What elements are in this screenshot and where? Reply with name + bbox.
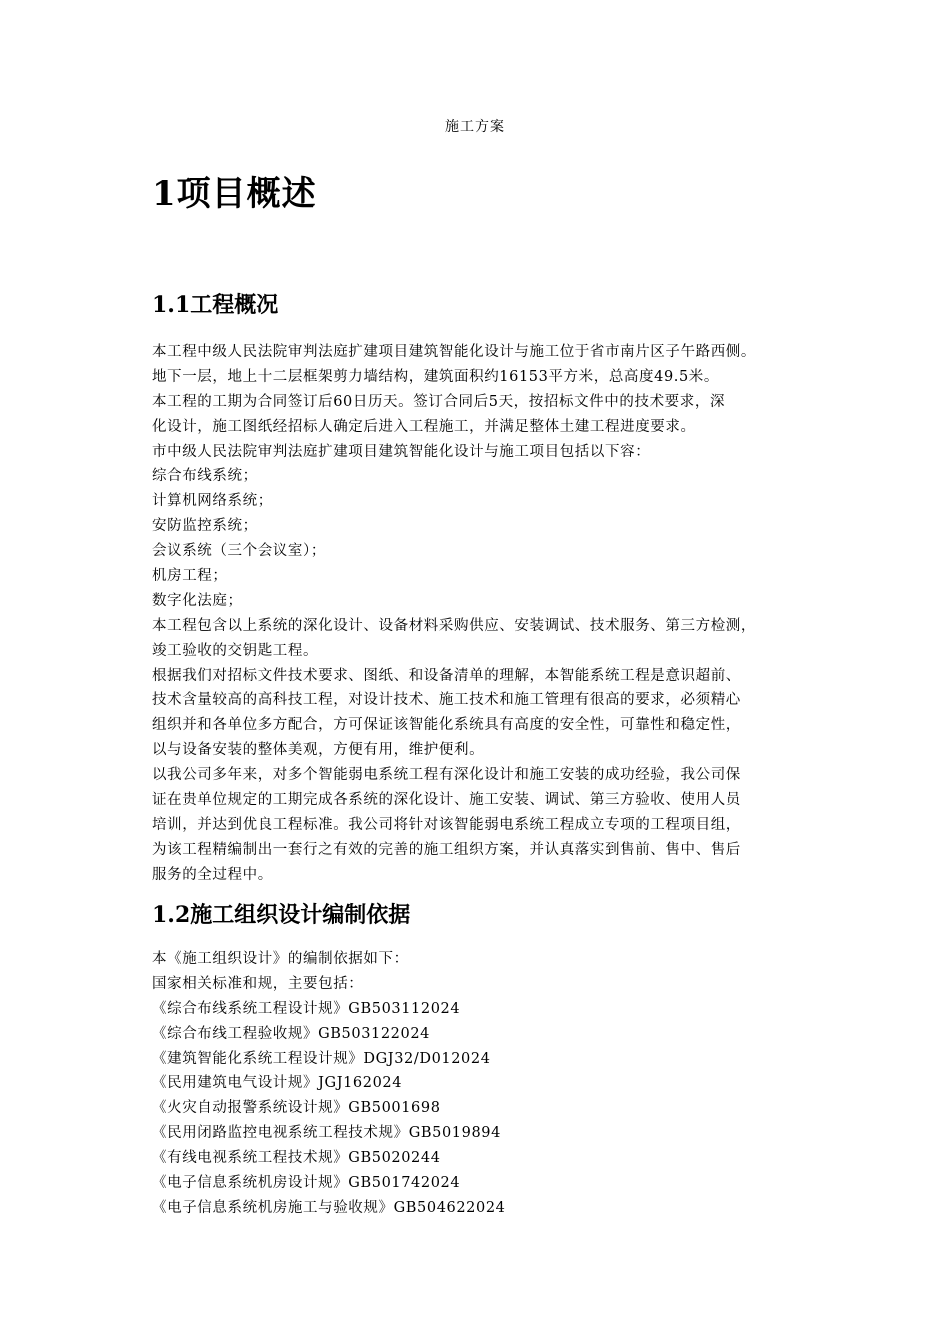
body-line: 以我公司多年来，对多个智能弱电系统工程有深化设计和施工安装的成功经验，我公司保 xyxy=(152,767,741,784)
body-line: 地下一层，地上十二层框架剪力墙结构，建筑面积约16153平方米，总高度49.5米。 xyxy=(152,368,720,385)
standard-item: 《火灾自动报警系统设计规》GB5001698 xyxy=(152,1100,441,1117)
list-item: 安防监控系统； xyxy=(152,518,258,535)
standard-item: 《综合布线工程验收规》GB503122024 xyxy=(152,1025,430,1042)
body-line: 技术含量较高的高科技工程，对设计技术、施工技术和施工管理有很高的要求，必须精心 xyxy=(152,692,741,709)
running-header: 施工方案 xyxy=(445,119,505,135)
body-line: 根据我们对招标文件技术要求、图纸、和设备清单的理解，本智能系统工程是意识超前、 xyxy=(152,667,741,684)
body-line: 组织并和各单位多方配合，方可保证该智能化系统具有高度的安全性，可靠性和稳定性， xyxy=(152,717,741,734)
standard-item: 《民用建筑电气设计规》JGJ162024 xyxy=(152,1075,403,1092)
standard-item: 《综合布线系统工程设计规》GB503112024 xyxy=(152,1000,461,1017)
list-item: 综合布线系统； xyxy=(152,468,258,485)
body-line: 证在贵单位规定的工期完成各系统的深化设计、施工安装、调试、第三方验收、使用人员 xyxy=(152,792,741,809)
chapter-heading: 1项目概述 xyxy=(152,174,317,214)
list-item: 机房工程； xyxy=(152,568,228,585)
body-line: 化设计，施工图纸经招标人确定后进入工程施工，并满足整体土建工程进度要求。 xyxy=(152,418,696,435)
body-line: 为该工程精编制出一套行之有效的完善的施工组织方案，并认真落实到售前、售中、售后 xyxy=(152,841,741,858)
body-line: 培训，并达到优良工程标准。我公司将针对该智能弱电系统工程成立专项的工程项目组， xyxy=(152,816,741,833)
list-item: 会议系统（三个会议室）； xyxy=(152,543,326,560)
section-heading-1-1: 1.1工程概况 xyxy=(152,292,279,318)
standard-item: 《电子信息系统机房施工与验收规》GB504622024 xyxy=(152,1199,506,1216)
section-1-1-body xyxy=(152,340,832,888)
standard-item: 《电子信息系统机房设计规》GB501742024 xyxy=(152,1175,461,1192)
body-line: 本工程的工期为合同签订后60日历天。签订合同后5天，按招标文件中的技术要求，深 xyxy=(152,393,726,410)
body-line: 以与设备安装的整体美观，方便有用，维护便利。 xyxy=(152,742,485,759)
list-item: 数字化法庭； xyxy=(152,592,243,609)
body-line: 本工程包含以上系统的深化设计、设备材料采购供应、安装调试、技术服务、第三方检测， xyxy=(152,617,756,634)
body-line: 国家相关标准和规，主要包括： xyxy=(152,975,364,992)
section-heading-1-2: 1.2施工组织设计编制依据 xyxy=(152,902,411,928)
list-item: 计算机网络系统； xyxy=(152,493,273,510)
body-line: 本《施工组织设计》的编制依据如下： xyxy=(152,951,409,967)
standard-item: 《建筑智能化系统工程设计规》DGJ32/D012024 xyxy=(152,1050,491,1067)
standard-item: 《民用闭路监控电视系统工程技术规》GB5019894 xyxy=(152,1125,501,1142)
body-line: 竣工验收的交钥匙工程。 xyxy=(152,642,319,659)
body-line: 服务的全过程中。 xyxy=(152,866,273,883)
standard-item: 《有线电视系统工程技术规》GB5020244 xyxy=(152,1150,441,1167)
section-1-2-body xyxy=(152,947,832,1221)
body-line: 市中级人民法院审判法庭扩建项目建筑智能化设计与施工项目包括以下容： xyxy=(152,443,651,460)
body-line: 本工程中级人民法院审判法庭扩建项目建筑智能化设计与施工位于省市南片区子午路西侧。 xyxy=(152,344,756,360)
